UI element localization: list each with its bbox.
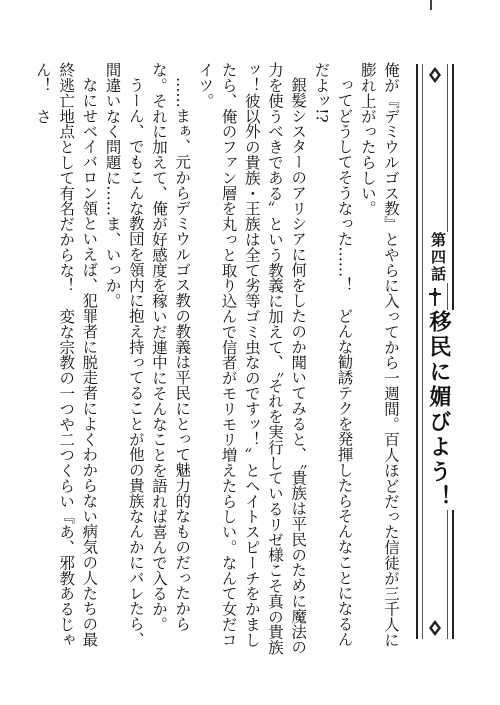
ornament-icon xyxy=(426,619,444,637)
paragraph: 銀髪シスターのアリシアに何をしたのか聞いてみると、〝貴族は平民のために魔法の力を使うべきである〟という教義に加えて、〝それを実行しているリゼ様こそ真の貴族ッ！彼以外の貴族・王族は全て劣等ゴミ虫なのですッ！〟とヘイトスピーチをかましたら、俺のファン層を丸っと取り込んで信者がモリモリ増えたらしい。なんて女だコイツ。 xyxy=(196,62,308,655)
chapter-header xyxy=(416,64,454,639)
paragraph: 俺が『デミウルゴス教』とやらに入ってから一週間。百人ほどだった信徒が三千人に膨れ上がったらしい。 xyxy=(358,62,400,648)
top-rule xyxy=(430,0,432,10)
paragraph: なにせベイバロン領といえば、犯罪者に脱走者によくわからない病気の人たちの最終逃亡地点として有名だからな！ 変な宗教の一つや二つくらい『あ、邪教あるじゃん！ さ xyxy=(33,62,99,648)
paragraph: ってどうしてそうなった……！ どんな勧誘テクを発揮したらそんなことになるんだよッ!? xyxy=(312,62,354,648)
cross-ornament-icon xyxy=(429,288,441,306)
chapter-number: 第四話 xyxy=(427,232,450,283)
chapter-title: 移民に媚びよう！ xyxy=(424,310,455,510)
paragraph: うーん、でもこんな教団を領内に抱え持ってることが他の貴族なんかにバレたら、間違いなく問題に……ま、いっか。 xyxy=(103,62,145,648)
body-text xyxy=(33,62,402,662)
ornament-icon xyxy=(426,66,444,84)
paragraph: ……まぁ、元からデミウルゴス教の教義は平民にとって魅力的なものだったからな。それに加えて、俺が好感度を稼いだ連中にそんなことを語れば喜んで入るか。 xyxy=(149,62,192,632)
